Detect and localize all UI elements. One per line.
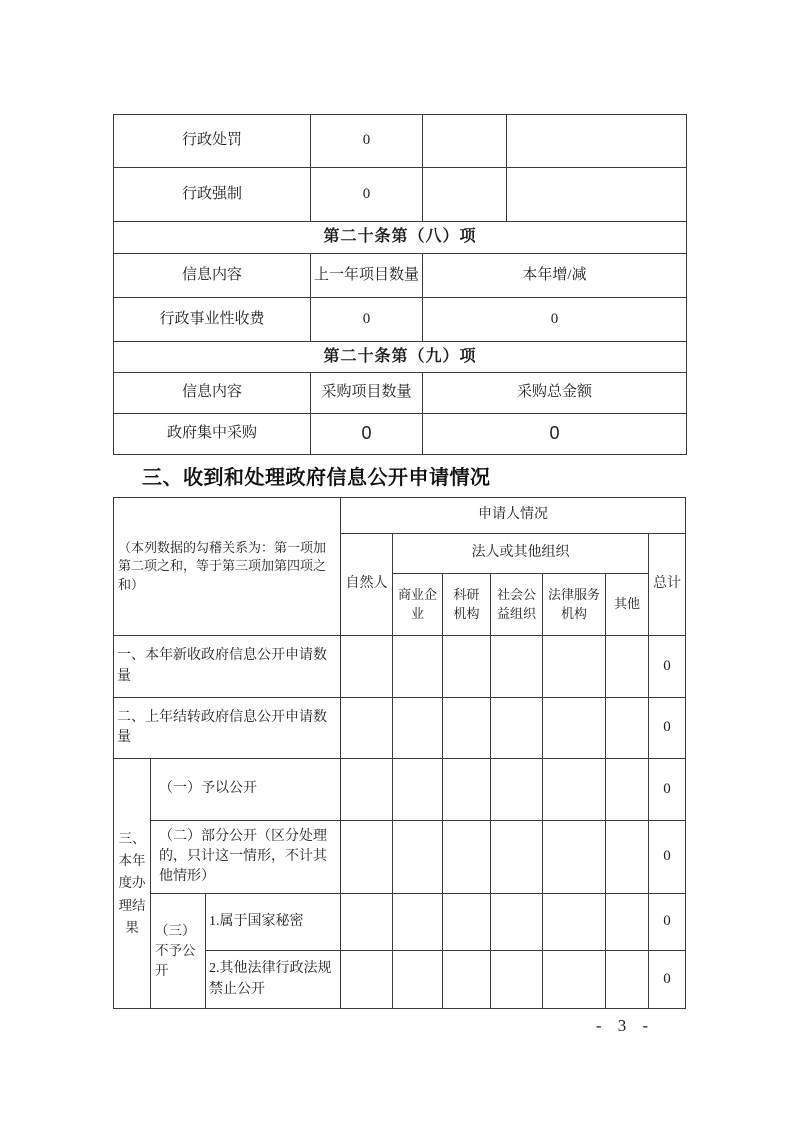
empty-cell: [443, 951, 491, 1009]
org-type-header-business: 商业企业: [393, 574, 443, 636]
empty-cell: [606, 636, 649, 698]
table-row: [114, 414, 687, 455]
empty-cell: [393, 636, 443, 698]
reconciliation-note: （本列数据的勾稽关系为：第一项加第二项之和，等于第三项加第四项之和）: [114, 498, 341, 636]
table-row: [114, 759, 686, 821]
row-law-prohibited-label: 2.其他法律行政法规禁止公开: [206, 951, 341, 1009]
applications-table: [113, 497, 686, 1009]
org-type-header-legal-service: 法律服务机构: [543, 574, 606, 636]
empty-cell: [341, 698, 393, 759]
empty-cell: [341, 894, 393, 951]
empty-cell: [423, 115, 507, 168]
column-header: 信息内容: [114, 254, 311, 298]
article20-table: [113, 114, 687, 455]
row-new-applications-label: 一、本年新收政府信息公开申请数量: [114, 636, 341, 698]
natural-person-header: 自然人: [341, 534, 393, 636]
table-row: [114, 168, 687, 222]
empty-cell: [543, 636, 606, 698]
empty-cell: [443, 821, 491, 894]
empty-cell: [341, 636, 393, 698]
procurement-count: 0: [311, 414, 423, 455]
procurement-amount: 0: [423, 414, 687, 455]
empty-cell: [491, 636, 543, 698]
empty-cell: [606, 894, 649, 951]
row-granted-disclosure-total: 0: [649, 759, 686, 821]
table-row: [114, 821, 686, 894]
empty-cell: [491, 698, 543, 759]
table-row: [114, 894, 686, 951]
empty-cell: [491, 821, 543, 894]
empty-cell: [341, 951, 393, 1009]
column-header: 本年增/减: [423, 254, 687, 298]
empty-cell: [491, 894, 543, 951]
fees-value-2: 0: [423, 298, 687, 342]
empty-cell: [341, 821, 393, 894]
table-row: [114, 298, 687, 342]
org-type-header-research: 科研机构: [443, 574, 491, 636]
empty-cell: [606, 759, 649, 821]
empty-cell: [393, 894, 443, 951]
empty-cell: [393, 698, 443, 759]
table-row: [114, 115, 687, 168]
article20-item8-title: 第二十条第（八）项: [114, 222, 687, 254]
empty-cell: [543, 951, 606, 1009]
fees-value-1: 0: [311, 298, 423, 342]
procurement-label: 政府集中采购: [114, 414, 311, 455]
legal-org-header: 法人或其他组织: [393, 534, 649, 574]
row-law-prohibited-total: 0: [649, 951, 686, 1009]
column-header: 信息内容: [114, 373, 311, 414]
empty-cell: [443, 759, 491, 821]
empty-cell: [423, 168, 507, 222]
applicant-status-header: 申请人情况: [341, 498, 686, 534]
empty-cell: [393, 821, 443, 894]
empty-cell: [393, 951, 443, 1009]
table-row: [114, 698, 686, 759]
row-new-applications-total: 0: [649, 636, 686, 698]
org-type-header-public-welfare: 社会公益组织: [491, 574, 543, 636]
empty-cell: [543, 698, 606, 759]
empty-cell: [606, 951, 649, 1009]
column-header: 采购项目数量: [311, 373, 423, 414]
admin-penalty-value: 0: [311, 115, 423, 168]
column-header: 采购总金额: [423, 373, 687, 414]
org-type-header-other: 其他: [606, 574, 649, 636]
article20-item9-title: 第二十条第（九）项: [114, 342, 687, 373]
column-header: 上一年项目数量: [311, 254, 423, 298]
empty-cell: [393, 759, 443, 821]
table-row: [114, 636, 686, 698]
section3-heading: 三、收到和处理政府信息公开申请情况: [142, 467, 491, 489]
row-partial-disclosure-total: 0: [649, 821, 686, 894]
row-state-secret-total: 0: [649, 894, 686, 951]
section-title-row: [114, 222, 687, 254]
subgroup-refused-disclosure-label: （三）不予公开: [151, 894, 206, 1009]
admin-enforcement-value: 0: [311, 168, 423, 222]
empty-cell: [543, 894, 606, 951]
empty-cell: [443, 698, 491, 759]
row-carried-over-total: 0: [649, 698, 686, 759]
header-row: [114, 254, 687, 298]
empty-cell: [543, 821, 606, 894]
empty-cell: [491, 951, 543, 1009]
fees-label: 行政事业性收费: [114, 298, 311, 342]
row-granted-disclosure-label: （一）予以公开: [151, 759, 341, 821]
empty-cell: [491, 759, 543, 821]
row-carried-over-label: 二、上年结转政府信息公开申请数量: [114, 698, 341, 759]
row-state-secret-label: 1.属于国家秘密: [206, 894, 341, 951]
empty-cell: [443, 894, 491, 951]
page-number: - 3 -: [595, 1016, 655, 1035]
empty-cell: [443, 636, 491, 698]
empty-cell: [507, 168, 687, 222]
admin-penalty-label: 行政处罚: [114, 115, 311, 168]
empty-cell: [507, 115, 687, 168]
empty-cell: [543, 759, 606, 821]
admin-enforcement-label: 行政强制: [114, 168, 311, 222]
group-handling-results-label: 三、本年度办理结果: [114, 759, 151, 1009]
empty-cell: [606, 821, 649, 894]
empty-cell: [606, 698, 649, 759]
empty-cell: [341, 759, 393, 821]
header-row: [114, 498, 686, 534]
section-title-row: [114, 342, 687, 373]
row-partial-disclosure-label: （二）部分公开（区分处理的，只计这一情形，不计其他情形）: [151, 821, 341, 894]
total-header: 总计: [649, 534, 686, 636]
header-row: [114, 373, 687, 414]
